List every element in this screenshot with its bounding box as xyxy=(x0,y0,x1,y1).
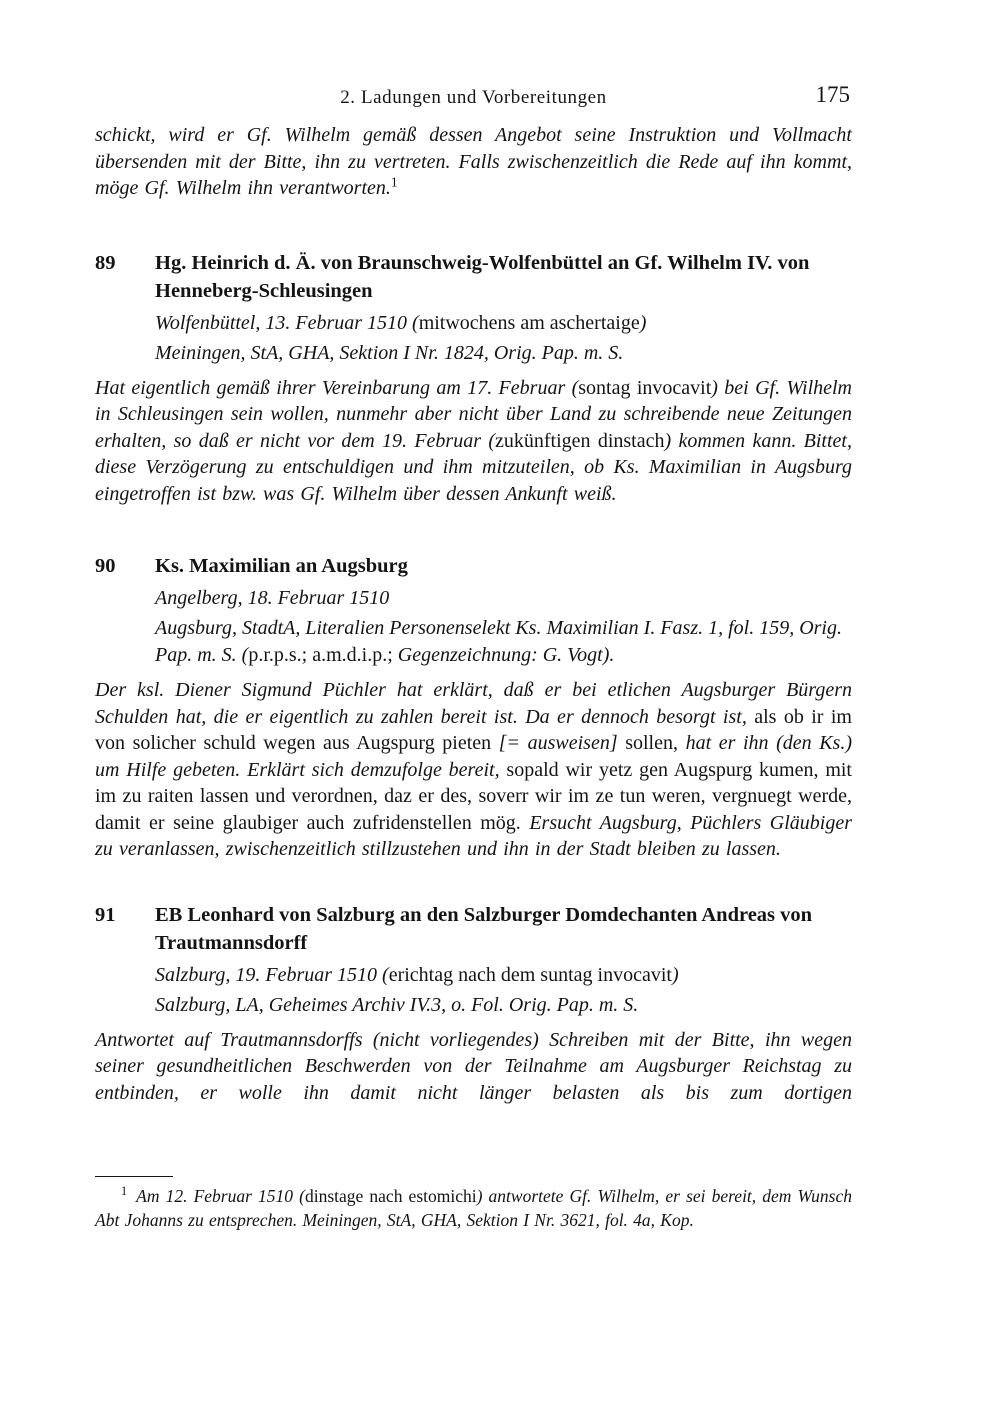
entry-body: Antwortet auf Trautmannsdorffs (nicht vorliegendes) Schreiben mit der Bitte, ihn wegen seiner gesundheitlichen Beschwerden von der Teilnahme am Augsburger Reichstag zu entbinden, er wolle ihn damit nicht länger belasten als bis zum dortigen xyxy=(95,1028,852,1104)
entry-dateline: Salzburg, 19. Februar 1510 (erichtag nach dem suntag invocavit) xyxy=(155,963,679,986)
entry-title: Hg. Heinrich d. Ä. von Braunschweig-Wolfenbüttel an Gf. Wilhelm IV. von Henneberg-Schleusingen xyxy=(155,251,810,302)
entry-number: 89 xyxy=(95,251,116,274)
entry-heading xyxy=(95,901,852,957)
entry-title: Ks. Maximilian an Augsburg xyxy=(155,555,408,577)
intro-paragraph: schickt, wird er Gf. Wilhelm gemäß dessen Angebot seine Instruktion und Vollmacht übersenden mit der Bitte, ihn zu vertreten. Falls zwischenzeitlich die Rede auf ihn kommt, möge Gf. Wilhelm ihn verantworten.$^1$ xyxy=(95,124,852,199)
entry-heading xyxy=(95,552,852,580)
entry-dateline: Angelberg, 18. Februar 1510 xyxy=(155,587,390,609)
footnote-area xyxy=(95,1176,852,1232)
running-head: 2. Ladungen und Vorbereitungen xyxy=(340,87,607,108)
footnote xyxy=(95,1184,852,1232)
entry-body: Der ksl. Diener Sigmund Püchler hat erklärt, daß er bei etlichen Augsburger Bürgern Schulden hat, die er eigentlich zu zahlen bereit ist. Da er dennoch besorgt ist, als ob ir im von solicher schuld wegen aus Augspurg pieten [= ausweisen] sollen, hat er ihn (den Ks.) um Hilfe gebeten. Erklärt sich demzufolge bereit, sopald wir yetz gen Augspurg kumen, mit im zu raiten lassen und verordnen, daz er des, soverr wir im ze tun weren, vergnuegt werde, damit er seine glaubiger auch zufridenstellen mög. Ersucht Augsburg, Püchlers Gläubiger zu veranlassen, zwischenzeitlich stillzustehen und ihn in der Stadt bleiben zu lassen. xyxy=(95,679,852,860)
footnote-rule xyxy=(95,1176,173,1177)
regest-entry xyxy=(95,552,852,863)
entry-number: 91 xyxy=(95,903,116,926)
entry-heading xyxy=(95,249,852,305)
entry-dateline: Wolfenbüttel, 13. Februar 1510 (mitwochens am aschertaige) xyxy=(155,311,647,334)
regest-entry xyxy=(95,901,852,1107)
footnote-body: Am 12. Februar 1510 (dinstage nach estomichi) antwortete Gf. Wilhelm, er sei bereit, dem Wunsch Abt Johanns zu entsprechen. Meiningen, StA, GHA, Sektion I Nr. 3621, fol. 4a, Kop. xyxy=(95,1186,852,1230)
footnote-marker: 1 xyxy=(121,1184,128,1199)
page-number: 175 xyxy=(815,82,850,107)
entry-body: Hat eigentlich gemäß ihrer Vereinbarung am 17. Februar (sontag invocavit) bei Gf. Wilhelm in Schleusingen sein wollen, nunmehr aber nicht über Land zu schreibende neue Zeitungen erhalten, so daß er nicht vor dem 19. Februar (zukünftigen dinstach) kommen kann. Bittet, diese Verzögerung zu entschuldigen und ihm mitzuteilen, ob Ks. Maximilian in Augsburg eingetroffen ist bzw. was Gf. Wilhelm über dessen Ankunft weiß. xyxy=(95,376,852,505)
entry-number: 90 xyxy=(95,555,116,577)
entry-title: EB Leonhard von Salzburg an den Salzburger Domdechanten Andreas von Trautmannsdorff xyxy=(155,903,813,954)
entry-source: Augsburg, StadtA, Literalien Personenselekt Ks. Maximilian I. Fasz. 1, fol. 159, Orig. Pap. m. S. (p.r.p.s.; a.m.d.i.p.; Gegenzeichnung: G. Vogt). xyxy=(155,617,842,666)
running-head-row xyxy=(95,84,852,111)
entry-source: Meiningen, StA, GHA, Sektion I Nr. 1824, Orig. Pap. m. S. xyxy=(155,341,624,364)
regest-entry xyxy=(95,249,852,508)
entry-source: Salzburg, LA, Geheimes Archiv IV.3, o. Fol. Orig. Pap. m. S. xyxy=(155,993,639,1016)
text-column xyxy=(95,84,852,1106)
